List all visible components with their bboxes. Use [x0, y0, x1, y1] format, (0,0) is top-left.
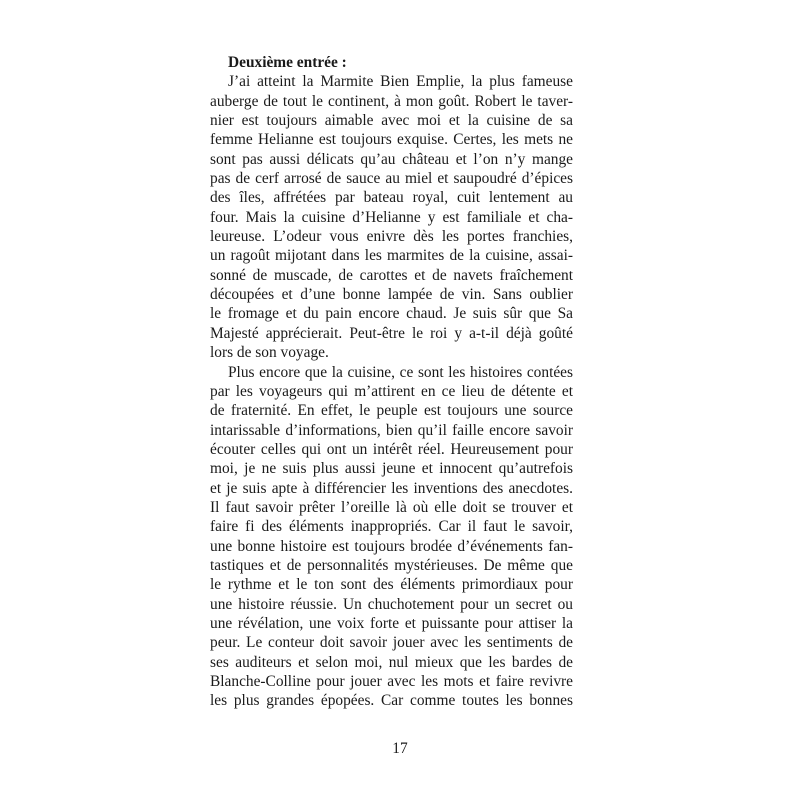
text-line: J’ai atteint la Marmite Bien Emplie, la plus fameuse — [228, 73, 573, 91]
text-line: un ragoût mijotant dans les marmites de la cuisine, assai- — [210, 247, 573, 265]
text-line: moi, je ne suis plus aussi jeune et innocent qu’autrefois — [210, 460, 573, 478]
text-line: une bonne histoire est toujours brodée d’événements fan- — [210, 537, 573, 555]
text-line: tastiques et de personnalités mystérieuses. De même que — [210, 556, 573, 574]
text-line: les plus grandes épopées. Car comme toutes les bonnes — [210, 692, 573, 710]
text-line: le fromage et du pain encore chaud. Je suis sûr que Sa — [210, 305, 573, 323]
text-line: Plus encore que la cuisine, ce sont les histoires contées — [228, 363, 573, 381]
text-line: lors de son voyage. — [210, 344, 329, 362]
text-line: peur. Le conteur doit savoir jouer avec les sentiments de — [210, 634, 573, 652]
text-line: sont pas aussi délicats qu’au château et l’on n’y mange — [210, 150, 573, 168]
text-line: ses auditeurs et selon moi, nul mieux que les bardes de — [210, 653, 573, 671]
text-line: leureuse. L’odeur vous enivre dès les portes franchies, — [210, 228, 573, 246]
text-line: par les voyageurs qui m’attirent en ce lieu de détente et — [210, 382, 573, 400]
text-line: auberge de tout le continent, à mon goût. Robert le taver- — [210, 92, 573, 110]
text-line: une révélation, une voix forte et puissante pour attiser la — [210, 614, 573, 632]
text-line: four. Mais la cuisine d’Helianne y est familiale et cha- — [210, 208, 573, 226]
text-line: le rythme et le ton sont des éléments primordiaux pour — [210, 576, 573, 594]
text-line: Il faut savoir prêter l’oreille là où elle doit se trouver et — [210, 498, 573, 516]
paragraph-2 — [210, 363, 573, 711]
paragraph-1 — [210, 72, 573, 362]
text-line: découpées et d’une bonne lampée de vin. Sans oublier — [210, 286, 573, 304]
text-line: de fraternité. En effet, le peuple est toujours une source — [210, 402, 573, 420]
text-line: écouter celles qui ont un intérêt réel. Heureusement pour — [210, 440, 573, 458]
text-line: des îles, affrétées par bateau royal, cuit lentement au — [210, 189, 573, 207]
text-line: Majesté apprécierait. Peut-être le roi y a-t-il déjà goûté — [210, 324, 573, 342]
text-line: faire fi des éléments inappropriés. Car il faut le savoir, — [210, 518, 573, 536]
text-block — [210, 53, 573, 711]
text-line: pas de cerf arrosé de sauce au miel et saupoudré d’épices — [210, 170, 573, 188]
text-line: Blanche-Colline pour jouer avec les mots et faire revivre — [210, 673, 573, 690]
text-line: femme Helianne est toujours exquise. Certes, les mets ne — [210, 131, 573, 149]
section-heading: Deuxième entrée : — [228, 54, 347, 71]
text-line: une histoire réussie. Un chuchotement pour un secret ou — [210, 595, 573, 613]
text-line: sonné de muscade, de carottes et de navets fraîchement — [210, 266, 573, 284]
page-number: 17 — [392, 740, 408, 757]
text-line: nier est toujours aimable avec moi et la cuisine de sa — [210, 112, 573, 130]
text-line: et je suis apte à différencier les inventions des anecdotes. — [210, 479, 573, 497]
text-line: intarissable d’informations, bien qu’il faille encore savoir — [210, 421, 573, 439]
